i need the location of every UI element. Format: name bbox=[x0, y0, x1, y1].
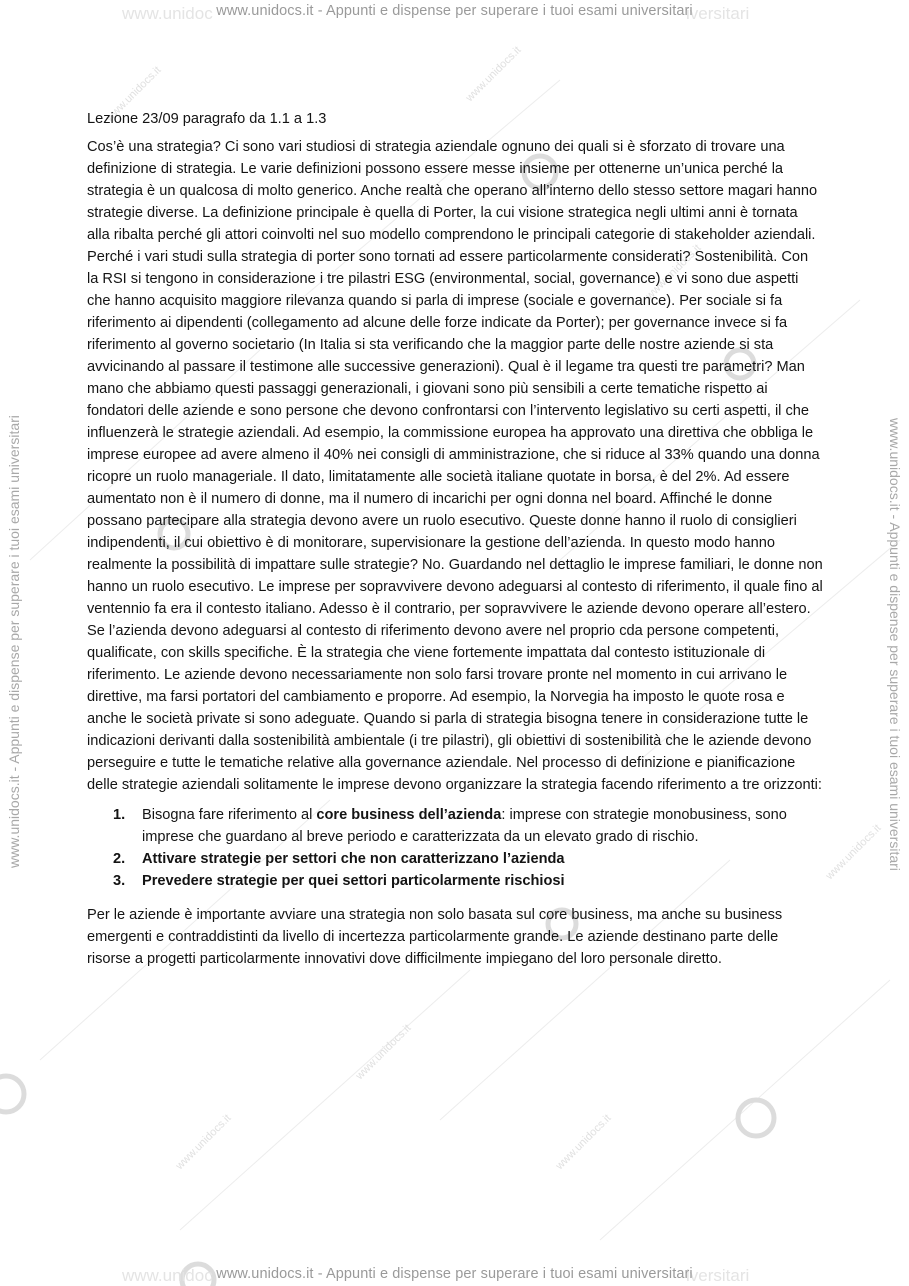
list-item-bold: Prevedere strategie per quei settori particolarmente rischiosi bbox=[142, 873, 565, 889]
list-number: 1. bbox=[113, 807, 126, 823]
list-number: 3. bbox=[113, 873, 126, 889]
list-item-bold: Attivare strategie per settori che non caratterizzano l’azienda bbox=[142, 851, 565, 867]
list-item-prefix: Bisogna fare riferimento al bbox=[142, 807, 317, 823]
svg-text:www.unidocs.it: www.unidocs.it bbox=[173, 1112, 234, 1173]
document-body bbox=[87, 108, 823, 970]
paragraph-conclusion: Per le aziende è importante avviare una strategia non solo basata sul core business, ma anche su business emergenti e contraddistinti da livello di incertezza particolarmente grande. Le aziende destinano parte delle risorse a progetti particolarmente innovativi dove difficilmente impiegano del loro personale diretto. bbox=[87, 907, 783, 967]
svg-text:www.unidocs.it: www.unidocs.it bbox=[643, 242, 704, 303]
svg-text:www.unidocs.it: www.unidocs.it bbox=[823, 822, 884, 883]
paragraph-intro: Cos’è una strategia? Ci sono vari studiosi di strategia aziendale ognuno dei quali si è sforzato di trovare una definizione di strategia. Le varie definizioni possono essere messe insieme per ottenerne un’unica perché la strategia è un qualcosa di molto generico. Anche realtà che operano all’interno dello stesso settore magari hanno strategie diverse. La definizione principale è quella di Porter, la cui visione strategica negli ultimi anni è tornata alla ribalta perché gli attori coinvolti nel suo modello comprendono le principali categorie di stakeholder aziendali. Perché i vari studi sulla strategia di porter sono tornati ad essere particolarmente considerati? Sostenibilità. Con la RSI si tengono in considerazione i tre pilastri ESG (environmental, social, governance) e vi sono due aspetti che hanno acquisito maggiore rilevanza quando si parla di imprese (sociale e governance). Per sociale si fa riferimento ai dipendenti (collegamento ad alcune delle forze indicate da Porter); per governance invece si fa riferimento al governo societario (In Italia si sta verificando che la maggior parte delle nostre aziende si sta avvicinando al passare il testimone alle successive generazioni). Qual è il legame tra questi tre parametri? Man mano che abbiamo questi passaggi generazionali, i giovani sono più sensibili a certe tematiche rispetto ai fondatori delle aziende e sono persone che devono confrontarsi con l’intervento legislativo su certi aspetti, il che influenzerà le strategie aziendali. Ad esempio, la commissione europea ha approvato una direttiva che obbliga le imprese europee ad avere almeno il 40% nei consigli di amministrazione, che si riduce al 33% quando una donna ricopre un ruolo manageriale. Il dato, limitatamente alle società italiane quotate in borsa, è del 2%. Ad essere aumentato non è il numero di donne, ma il numero di incarichi per ogni donna nel board. Affinché le donne possano partecipare alla strategia devono avere un ruolo esecutivo. Queste donne hanno il ruolo di consiglieri indipendenti, il cui obiettivo è di monitorare, supervisionare la gestione dell’azienda. In questo modo hanno realmente la possibilità di impattare sulle strategie? No. Guardando nel dettaglio le imprese familiari, le donne non hanno un ruolo esecutivo. Le imprese per sopravvivere devono adeguarsi al contesto di riferimento, il quale fino al ventennio fa era il contesto italiano. Adesso è il contrario, per sopravvivere le aziende devono operare all’estero. Se l’azienda devono adeguarsi al contesto di riferimento devono avere nel proprio cda persone competenti, qualificate, con skills specifiche. È la strategia che viene fortemente impattata dal contesto istituzionale di riferimento. Le aziende devono necessariamente non solo farsi trovare pronte nel momento in cui arrivano le direttive, ma farsi portatori del cambiamento e proporre. Ad esempio, la Norvegia ha imposto le quote rosa e anche le società private si sono adeguate. Quando si parla di strategia bisogna tenere in considerazione tutte le indicazioni derivanti dalla sostenibilità ambientale (i tre pilastri), gli obiettivi di sostenibilità che le aziende devono perseguire e tutte le tematiche relative alla governance aziendale. Nel processo di definizione e pianificazione delle strategie aziendali solitamente le imprese devono organizzare la strategia facendo riferimento a tre orizzonti: bbox=[87, 139, 823, 793]
watermark-side-right: www.unidocs.it - Appunti e dispense per superare i tuoi esami universitari bbox=[887, 418, 903, 871]
list-item bbox=[87, 804, 823, 848]
list-item-bold: core business dell’azienda bbox=[316, 807, 502, 823]
numbered-list bbox=[87, 804, 823, 892]
watermark-banner-bottom: www.unidocs.it - Appunti e dispense per superare i tuoi esami universitari bbox=[216, 1266, 693, 1282]
svg-text:www.unidocs.it: www.unidocs.it bbox=[463, 44, 524, 105]
watermark-banner-top: www.unidocs.it - Appunti e dispense per superare i tuoi esami universitari bbox=[216, 3, 693, 19]
list-number: 2. bbox=[113, 851, 126, 867]
list-item bbox=[87, 848, 823, 870]
svg-text:www.unidocs.it: www.unidocs.it bbox=[353, 1022, 414, 1083]
watermark-ghost-left: www.unidoc bbox=[122, 4, 213, 23]
list-item bbox=[87, 870, 823, 892]
svg-text:www.unidocs.it: www.unidocs.it bbox=[103, 64, 164, 125]
list-item-suffix: : imprese con strategie monobusiness, sono imprese che guardano al breve periodo e caratterizzata da un elevato grado di rischio. bbox=[142, 807, 787, 845]
watermark-ghost-left-bottom: www.unidoc bbox=[122, 1266, 213, 1285]
watermark-ghost-right-bottom: iversitari bbox=[686, 1266, 750, 1285]
svg-text:www.unidocs.it: www.unidocs.it bbox=[553, 1112, 614, 1173]
watermark-side-left: www.unidocs.it - Appunti e dispense per superare i tuoi esami universitari bbox=[6, 415, 22, 868]
watermark-ghost-right: iversitari bbox=[686, 4, 750, 23]
page-title: Lezione 23/09 paragrafo da 1.1 a 1.3 bbox=[87, 111, 327, 127]
